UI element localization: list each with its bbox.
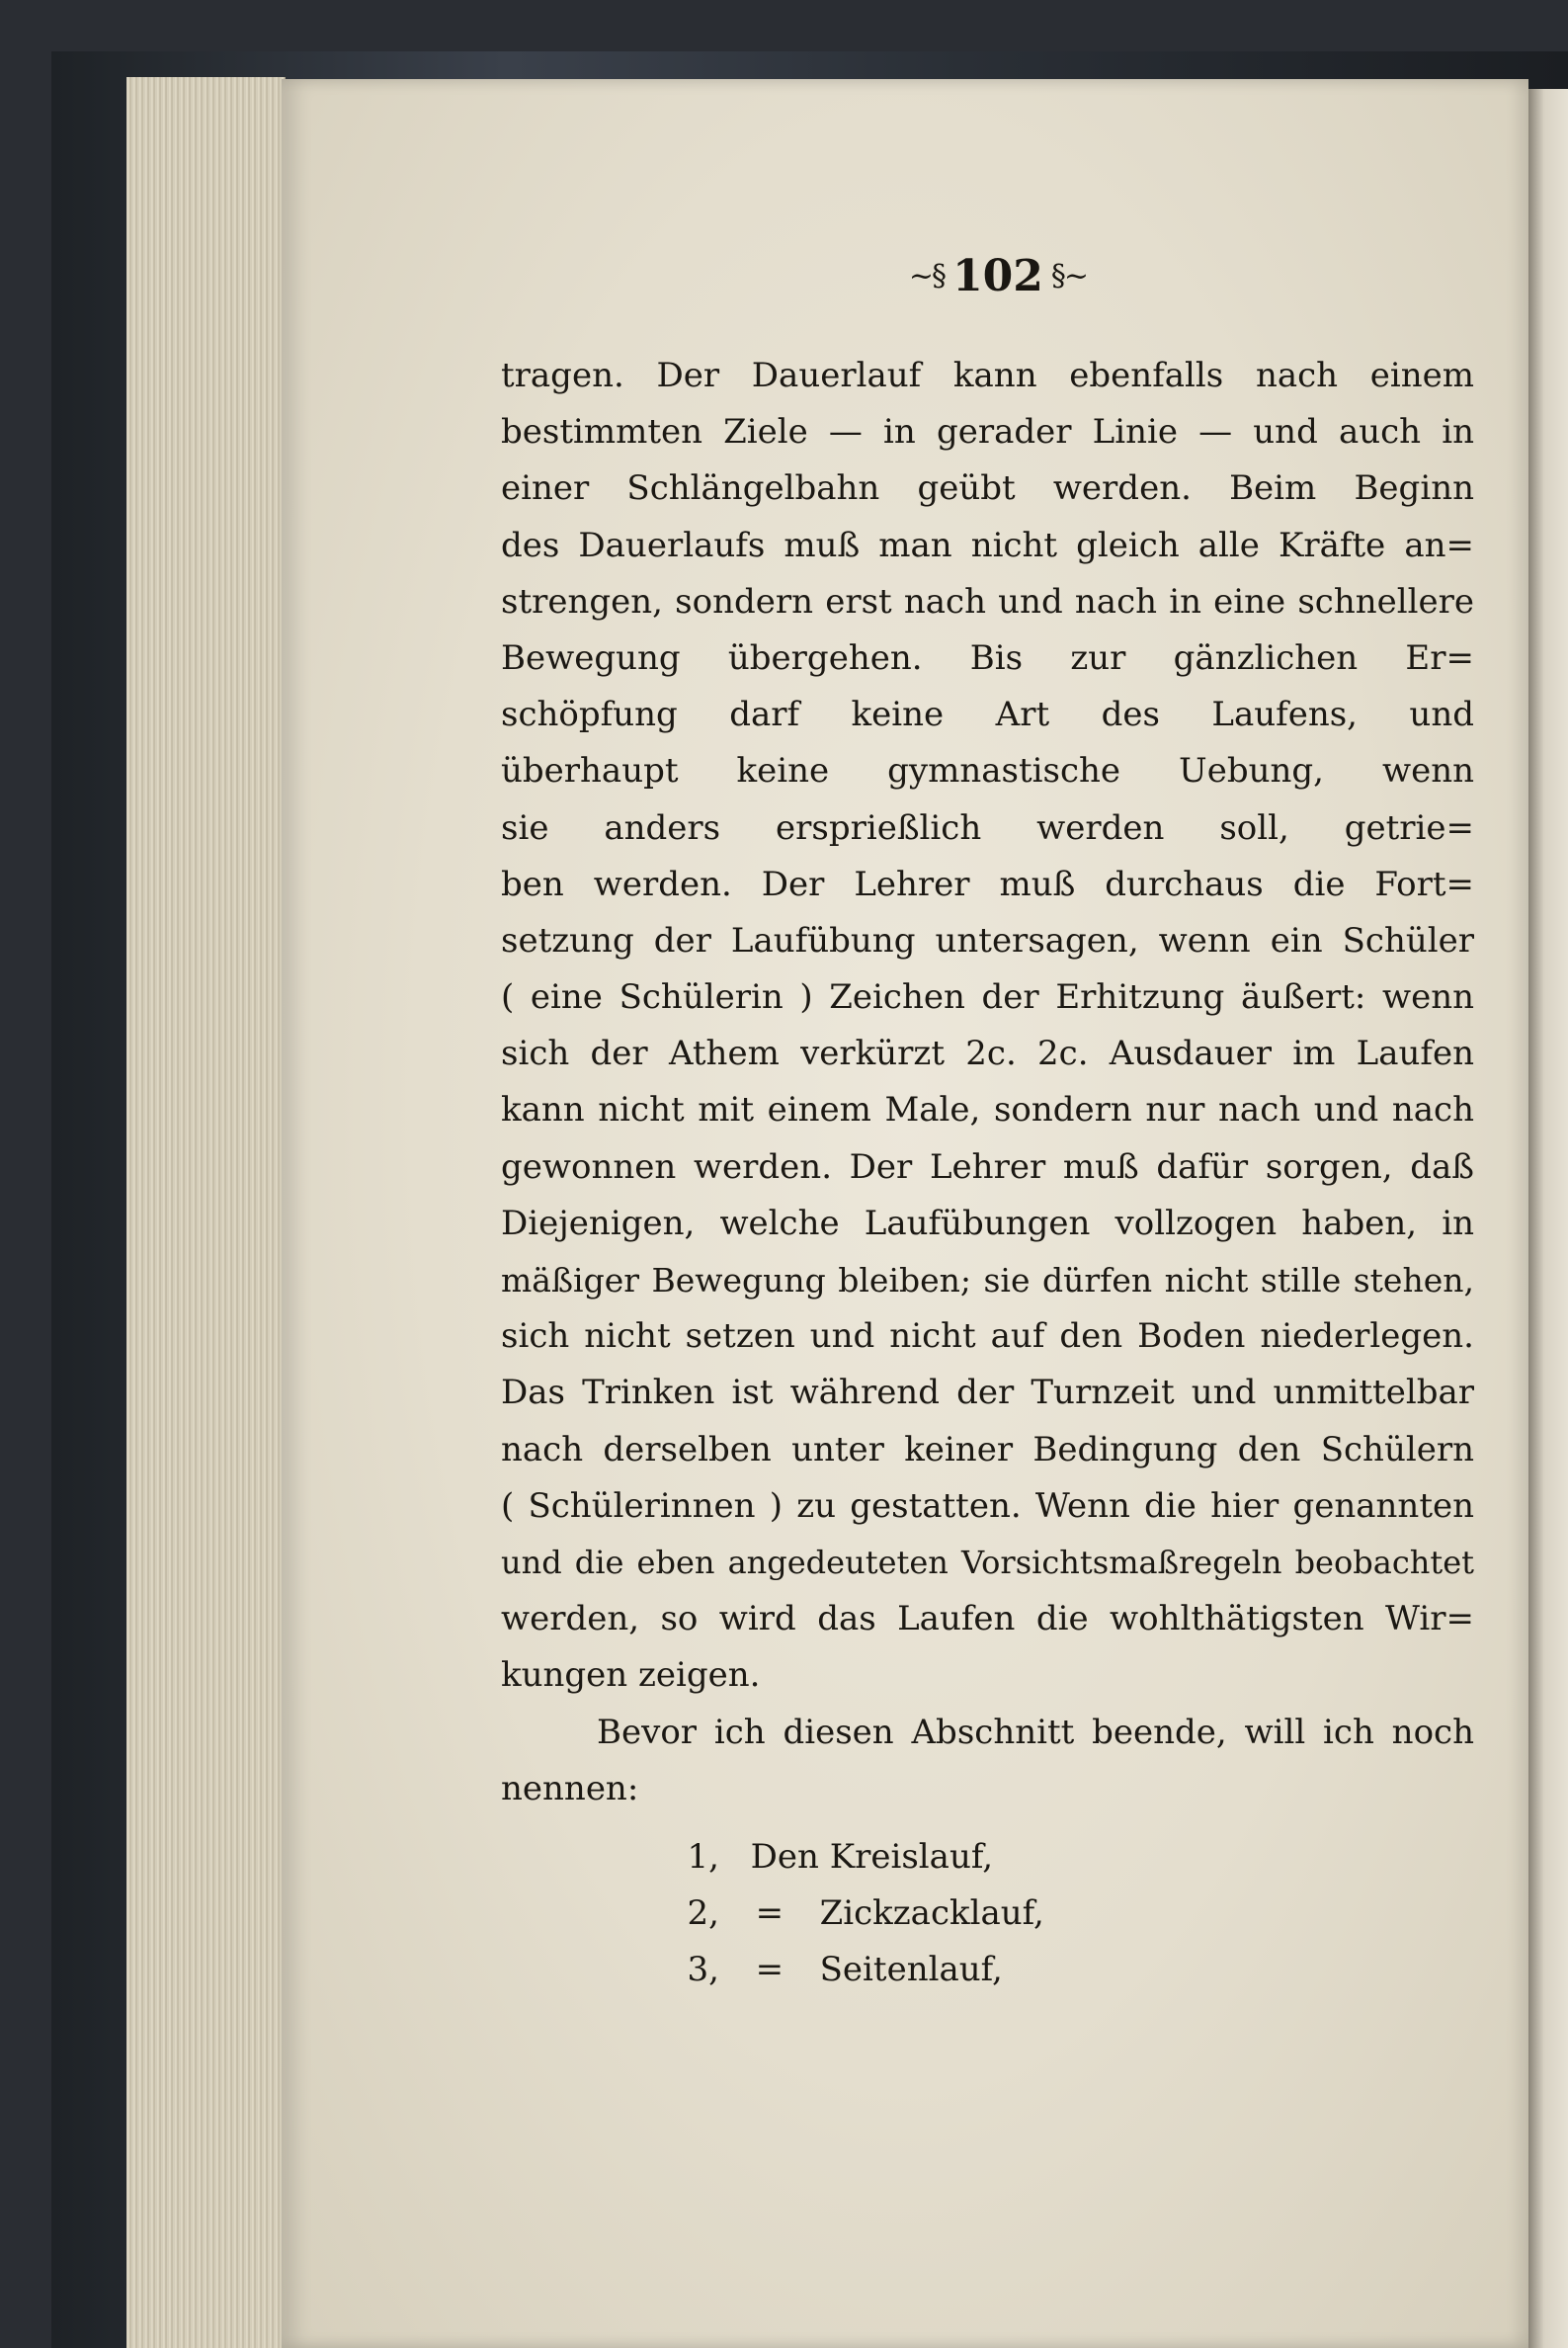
run-types-list [672,1829,1044,1999]
list-item [672,1829,1044,1886]
text-line: bestimmten Ziele — in gerader Linie — und auch in [501,412,1474,453]
list-item-text: Zickzacklauf, [819,1893,1044,1934]
header-ornament-left: ~§ [908,259,946,294]
text-line: tragen. Der Dauerlauf kann ebenfalls nach einem [501,356,1474,395]
text-line: einer Schlängelbahn geübt werden. Beim Beginn [501,468,1474,509]
list-item-number: 3, [687,1950,719,1990]
text-line: strengen, sondern erst nach und nach in eine schnellere [501,581,1474,622]
text-line: werden, so wird das Laufen die wohlthätigsten Wir= [501,1599,1474,1639]
list-item [672,1942,1044,1998]
text-line: sich nicht setzen und nicht auf den Boden niederlegen. [501,1316,1474,1357]
header-ornament-right: §~ [1050,259,1088,294]
text-line: überhaupt keine gymnastische Uebung, wenn [501,751,1474,792]
text-line: kann nicht mit einem Male, sondern nur nach und nach [501,1090,1474,1131]
list-item-number: 2, [687,1893,719,1934]
list-item-text: Seitenlauf, [819,1950,1003,1990]
text-line: mäßiger Bewegung bleiben; sie dürfen nicht stille stehen, [501,1261,1474,1300]
text-line: nach derselben unter keiner Bedingung den Schülern [501,1429,1474,1469]
facing-page-edge [1528,89,1568,2348]
text-line: Diejenigen, welche Laufübungen vollzogen haben, in [501,1203,1474,1243]
text-line: ben werden. Der Lehrer muß durchaus die Fort= [501,864,1474,904]
page-edges [126,77,286,2348]
text-line: schöpfung darf keine Art des Laufens, und [501,695,1474,735]
text-line: nennen: [501,1768,639,1808]
page-number: 102 [952,251,1043,301]
list-item-text: Den Kreislauf, [750,1837,994,1877]
text-line: des Dauerlaufs muß man nicht gleich alle Kräfte an= [501,525,1474,565]
text-line: sie anders ersprießlich werden soll, getrie= [501,807,1474,848]
text-line: sich der Athem verkürzt 2c. 2c. Ausdauer im Laufen [501,1034,1474,1074]
text-line: Das Trinken ist während der Turnzeit und unmittelbar [501,1373,1474,1413]
text-line: und die eben angedeuteten Vorsichtsmaßregeln beobachtet [501,1543,1474,1581]
text-line: ( Schülerinnen ) zu gestatten. Wenn die hier genannten [501,1485,1474,1526]
text-line: gewonnen werden. Der Lehrer muß dafür sorgen, daß [501,1146,1474,1187]
list-item-ditto: = [755,1950,784,1990]
text-line: setzung der Laufübung untersagen, wenn ein Schüler [501,920,1474,961]
page-header [850,247,1146,306]
text-line: Bevor ich diesen Abschnitt beende, will ich noch [597,1712,1474,1752]
list-item-ditto: = [755,1893,784,1934]
text-line: ( eine Schülerin ) Zeichen der Erhitzung äußert: wenn [501,977,1474,1018]
text-line: Bewegung übergehen. Bis zur gänzlichen Er= [501,637,1474,678]
text-line: kungen zeigen. [501,1655,761,1696]
body-text [501,348,1474,1817]
list-item-number: 1, [687,1837,719,1877]
list-item [672,1886,1044,1942]
